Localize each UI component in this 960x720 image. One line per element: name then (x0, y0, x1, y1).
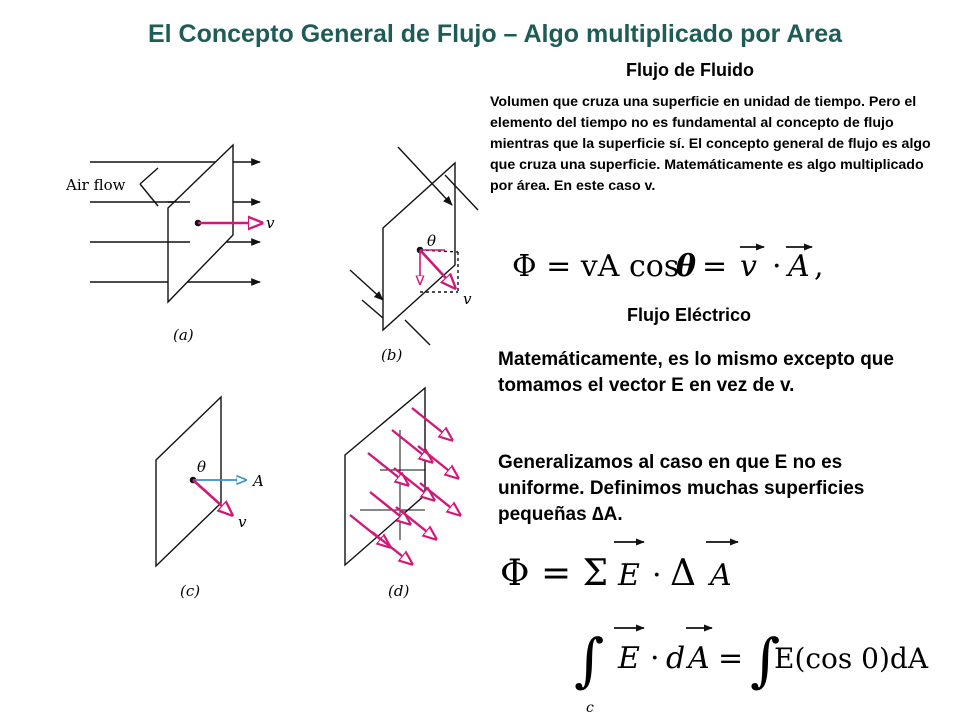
eq1-lhs: Φ = vA cos (512, 249, 680, 284)
electric-flux-heading: Flujo Eléctrico (627, 305, 752, 325)
page-title: El Concepto General de Flujo – Algo multiplicado por Area (147, 20, 843, 48)
eq1-A: A (788, 249, 810, 284)
eq1-equals: = (702, 249, 728, 284)
eq2-delta: Δ (670, 553, 696, 594)
fig-c-caption: (c) (180, 582, 201, 600)
fig-a-caption: (a) (173, 326, 194, 344)
eq2-E: E (618, 558, 640, 593)
equation-sum-flux (500, 542, 738, 594)
eq3-E: E (618, 641, 640, 676)
fig-b-caption: (b) (381, 346, 403, 364)
fig-c-v-label: v (238, 513, 247, 531)
fig-c-theta: θ (197, 458, 207, 476)
fluid-flux-heading: Flujo de Fluido (626, 60, 754, 80)
eq3-integral2: ∫ (750, 626, 781, 694)
eq2-dot: · (652, 558, 662, 593)
electric-flux-para1: Matemáticamente, es lo mismo excepto que tomamos el vector E en vez de v. (498, 349, 894, 396)
eq3-subscript: c (586, 700, 594, 716)
fig-b-theta: θ (427, 232, 437, 250)
fig-b-v-label: v (463, 290, 472, 308)
eq1-theta: θ (676, 249, 697, 284)
eq2-A: A (710, 558, 732, 593)
equation-integral-flux (574, 626, 929, 716)
fig-a-v-label: v (266, 214, 275, 232)
eq3-equals: = (718, 641, 744, 676)
eq3-integral: ∫ (574, 626, 605, 694)
eq3-d: d (666, 641, 686, 676)
equation-fluid-flux (512, 247, 824, 284)
eq3-A: A (688, 641, 710, 676)
eq3-rhs: E(cos 0)dA (774, 642, 929, 675)
eq1-v: v (740, 249, 757, 284)
eq1-comma: , (814, 249, 824, 284)
electric-flux-para2: Generalizamos al caso en que E no es uniforme. Definimos muchas superficies pequeñas ∆A. (498, 452, 865, 525)
fig-d-caption: (d) (388, 582, 410, 600)
eq1-dot: · (772, 249, 782, 284)
fluid-flux-text: Volumen que cruza una superficie en unidad de tiempo. Pero el elemento del tiempo no es fundamental al concepto de flujo mientras que la superficie sí. El concepto general de flujo es algo que cruza una superficie. Matemáticamente es algo multiplicado por área. En este caso v. (490, 94, 931, 194)
eq2-phi-sum: Φ = Σ (500, 553, 609, 594)
air-flow-label: Air flow (66, 176, 126, 194)
fig-c-A-label: A (253, 472, 264, 490)
eq3-dot: · (650, 641, 660, 676)
